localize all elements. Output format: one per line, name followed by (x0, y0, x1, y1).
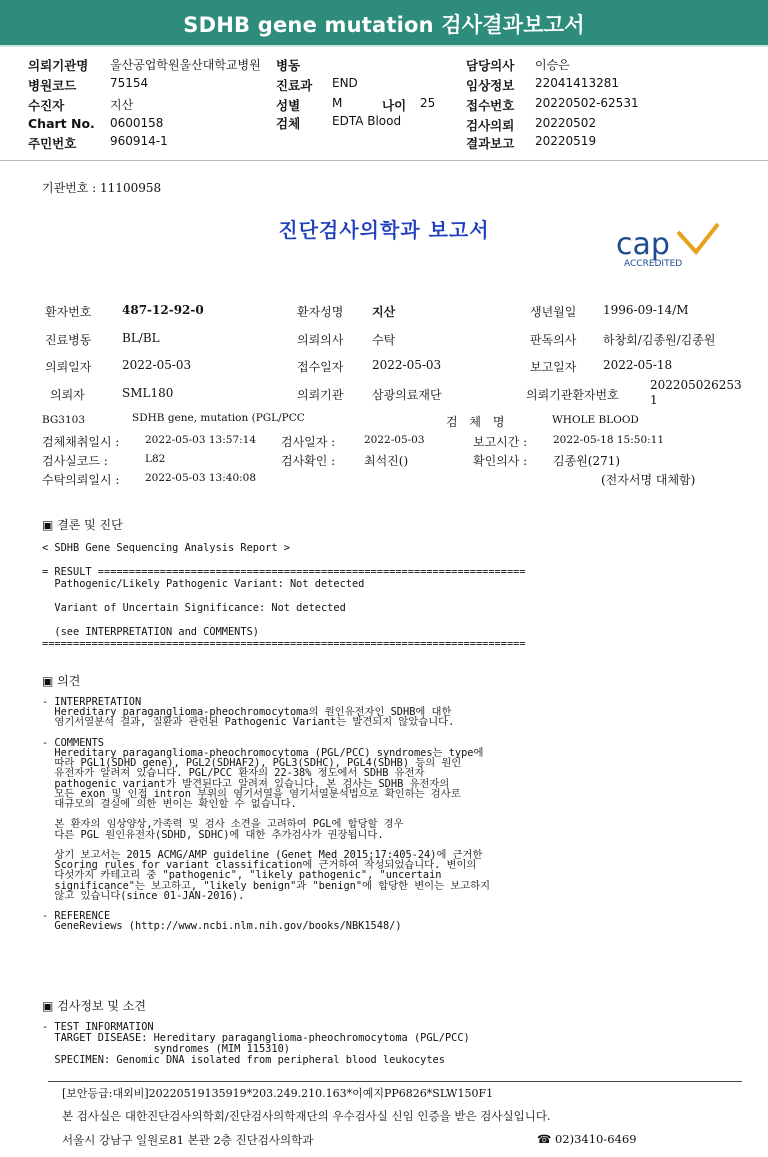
doctor-value: 수탁 (372, 333, 396, 347)
result-report-value: 20220519 (535, 134, 597, 148)
report-time-label: 보고시간 : (473, 435, 528, 449)
sex-label: 성별 (276, 98, 301, 113)
requesting-org-label: 의뢰기관명 (28, 58, 89, 73)
section-opinion-text: - INTERPRETATION Hereditary paraganglioma-pheochromocytoma의 원인유전자인 SDHB에 대한 염기서열분석 결과, 질환과 관련된 Pathogenic Variant는 발견되지 않았습니다. - COMMENTS Hereditary paraganglioma-pheochromocytoma (PGL/PCC) syndromes는 type에 따라 PGL1(SDHD gene), PGL2(SDHAF2), PGL3(SDHC), PGL4(SDHB) 등의 원인 유전자가 알려져 있습니다. PGL/PCC 환자의 22-38% 정도에서 SDHB 유전자 pathogenic variant가 발견된다고 알려져 있습니다. 본 검사는 SDHB 유전자의 모든 exon 및 인접 intron 부위의 염기서열을 염기서열분석법으로 확인하는 검사로 대규모의 결실에 의한 변이는 확인할 수 없습니다. 본 환자의 임상양상,가족력 및 검사 소견을 고려하여 PGL에 합당할 경우 다른 PGL 원인유전자(SDHD, SDHC)에 대한 추가검사가 권장됩니다. 상기 보고서는 2015 ACMG/AMP guideline (Genet Med 2015;17:405-24)에 근거한 Scoring rules for variant classification에 근거하여 작성되었습니다. 변이의 다섯가지 카테고리 중 "pathogenic", "likely pathogenic", "uncertain significance"는 보고하고, "likely benign"과 "benign"에 합당한 변이는 보고하지 않고 있습니다(since 01-JAN-2016). - REFERENCE GeneReviews (http://www.ncbi.nlm.nih.gov/books/NBK1548/) (42, 696, 491, 933)
hospital-code-label: 병원코드 (28, 78, 77, 93)
phone-text: ☎ 02)3410-6469 (537, 1132, 637, 1146)
rep-date-label: 보고일자 (530, 360, 577, 374)
resident-no-value: 960914-1 (110, 134, 168, 148)
specimen-name-value: WHOLE BLOOD (552, 414, 639, 426)
resident-no-label: 주민번호 (28, 136, 77, 151)
rec-date-value: 2022-05-03 (372, 358, 442, 372)
receipt-no-label: 접수번호 (466, 98, 515, 113)
consign-time-label: 수탁의뢰일시 : (42, 473, 120, 487)
ward-label: 진료병동 (45, 333, 92, 347)
test-code: BG3103 (42, 414, 86, 426)
address-text: 서울시 강남구 일원로81 본관 2층 진단검사의학과 (62, 1133, 314, 1147)
chart-no-label: Chart No. (28, 116, 95, 131)
footer-divider (48, 1081, 742, 1082)
header-divider (0, 160, 768, 161)
section-conclusion-text: < SDHB Gene Sequencing Analysis Report > = RESULT ===================================================================== Pathogenic/Likely Pathogenic Variant: Not detected Variant of Uncertain Significance: Not detected (see INTERPRETATION and COMMENTS) ============================================================================== (42, 542, 526, 650)
exam-date-value: 2022-05-03 (364, 434, 425, 446)
doctor-label: 의뢰의사 (297, 333, 344, 347)
dept-value: END (332, 76, 358, 90)
clinical-info-value: 22041413281 (535, 76, 619, 90)
cap-accredited-logo (612, 222, 722, 270)
requesting-org-value: 울산공업학원울산대학교병원 (110, 58, 261, 72)
specimen-value: EDTA Blood (332, 114, 402, 128)
exam-request-label: 검사의뢰 (466, 118, 515, 133)
chart-no-value: 0600158 (110, 116, 164, 130)
check-icon (678, 224, 718, 252)
rep-date-value: 2022-05-18 (603, 358, 673, 372)
section-test-info-heading: ▣ 검사정보 및 소견 (42, 999, 146, 1013)
cap-logo-sub: ACCREDITED (624, 259, 683, 269)
patient-value: 지산 (110, 98, 134, 112)
dob-value: 1996-09-14/M (603, 303, 689, 317)
test-name: SDHB gene, mutation (PGL/PCC (132, 412, 305, 424)
req-date-label: 의뢰일자 (45, 360, 92, 374)
sex-value: M (332, 96, 343, 110)
collect-time-label: 검체채취일시 : (42, 435, 120, 449)
specimen-name-label: 검 체 명 (446, 415, 509, 429)
patient-no-label: 환자번호 (45, 305, 92, 319)
req-org-pt-value-cont: 1 (650, 393, 658, 407)
age-label: 나이 (382, 98, 407, 113)
exam-confirm-value: 최석진() (364, 454, 409, 468)
report-heading: 진단검사의학과 보고서 (278, 218, 490, 242)
req-org-value: 삼광의료재단 (372, 388, 442, 402)
reading-label: 판독의사 (530, 333, 577, 347)
page-title: SDHB gene mutation 검사결과보고서 (183, 13, 585, 37)
clinical-info-label: 임상정보 (466, 78, 515, 93)
esign-note: (전자서명 대체함) (601, 473, 696, 487)
req-date-value: 2022-05-03 (122, 358, 192, 372)
receipt-no-value: 20220502-62531 (535, 96, 639, 110)
confirm-doctor-label: 확인의사 : (473, 454, 528, 468)
certification-text: 본 검사실은 대한진단검사의학회/진단검사의학재단의 우수검사실 신임 인증을 받은 검사실입니다. (62, 1109, 551, 1123)
confirm-doctor-value: 김종원(271) (553, 454, 621, 468)
dept-label: 진료과 (276, 78, 313, 93)
patient-no-value: 487-12-92-0 (122, 303, 204, 317)
section-test-info-text: - TEST INFORMATION TARGET DISEASE: Hereditary paraganglioma-pheochromocytoma (PGL/PCC) syndromes (MIM 115310) SPECIMEN: Genomic DNA isolated from peripheral blood leukocytes (42, 1021, 470, 1066)
req-org-label: 의뢰기관 (297, 388, 344, 402)
rec-date-label: 접수일자 (297, 360, 344, 374)
ward-value: BL/BL (122, 331, 160, 345)
requester-label: 의뢰자 (50, 388, 85, 402)
collect-time-value: 2022-05-03 13:57:14 (145, 434, 257, 446)
lab-code-label: 검사실코드 : (42, 454, 108, 468)
patient-label: 수진자 (28, 98, 65, 113)
dob-label: 생년월일 (530, 305, 577, 319)
patient-name-value: 지산 (372, 305, 396, 319)
specimen-label: 검체 (276, 116, 301, 131)
exam-date-label: 검사일자 : (281, 435, 336, 449)
section-conclusion-heading: ▣ 결론 및 진단 (42, 518, 123, 532)
ward-label: 병동 (276, 58, 301, 73)
title-bar (0, 0, 768, 47)
hospital-code-value: 75154 (110, 76, 149, 90)
institution-no: 기관번호 : 11100958 (42, 181, 162, 195)
requester-value: SML180 (122, 386, 174, 400)
physician-value: 이승은 (535, 58, 570, 72)
exam-request-value: 20220502 (535, 116, 597, 130)
security-line: [보안등급:대외비]20220519135919*203.249.210.163*이예지PP6826*SLW150F1 (62, 1087, 494, 1100)
report-time-value: 2022-05-18 15:50:11 (553, 434, 665, 446)
section-opinion-heading: ▣ 의견 (42, 674, 81, 688)
physician-label: 담당의사 (466, 58, 515, 73)
result-report-label: 결과보고 (466, 136, 515, 151)
exam-confirm-label: 검사확인 : (281, 454, 336, 468)
consign-time-value: 2022-05-03 13:40:08 (145, 472, 257, 484)
cap-logo-text: cap (616, 227, 670, 262)
lab-code-value: L82 (145, 453, 166, 465)
age-value: 25 (420, 96, 436, 110)
req-org-pt-value: 202205026253 (650, 378, 742, 392)
reading-value: 하창회/김종원/김종원 (603, 333, 716, 347)
req-org-pt-label: 의뢰기관환자번호 (526, 388, 619, 402)
patient-name-label: 환자성명 (297, 305, 344, 319)
